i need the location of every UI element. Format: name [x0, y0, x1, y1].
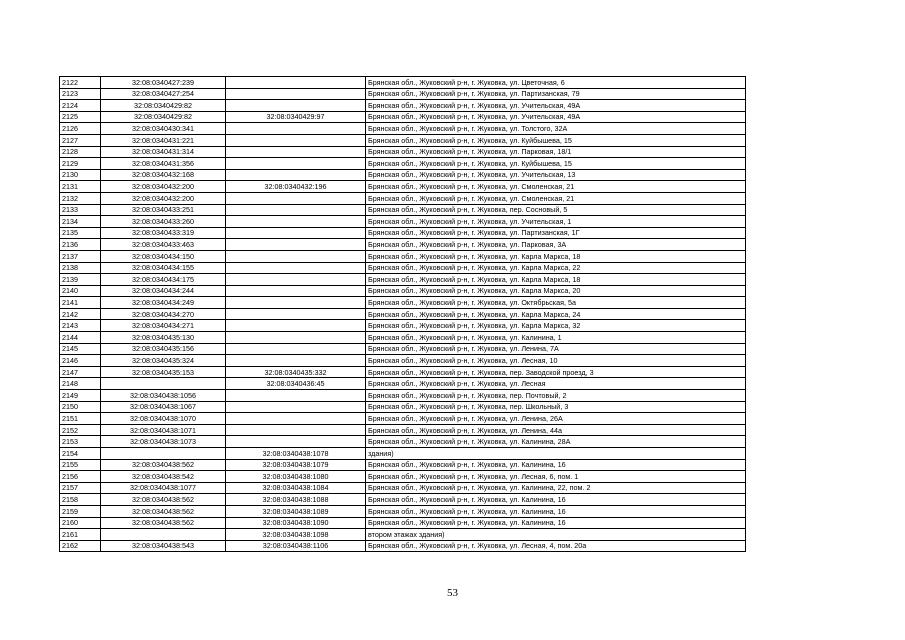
object-cadastral-number-cell: 32:08:0340435:332 — [226, 366, 366, 378]
object-cadastral-number-cell: 32:08:0340438:1079 — [226, 459, 366, 471]
object-cadastral-number-cell: 32:08:0340436:45 — [226, 378, 366, 390]
row-number-cell: 2123 — [60, 88, 101, 100]
table-row — [60, 471, 746, 483]
address-cell: Брянская обл., Жуковский р-н, г. Жуковка, ул. Ленина, 7А — [366, 343, 746, 355]
cadastral-number-cell: 32:08:0340434:244 — [101, 285, 226, 297]
cadastral-number-cell: 32:08:0340438:1073 — [101, 436, 226, 448]
cadastral-number-cell: 32:08:0340433:463 — [101, 239, 226, 251]
address-cell: Брянская обл., Жуковский р-н, г. Жуковка, ул. Калинина, 16 — [366, 459, 746, 471]
registry-table — [59, 76, 746, 552]
address-cell: Брянская обл., Жуковский р-н, г. Жуковка, ул. Партизанская, 1Г — [366, 227, 746, 239]
row-number-cell: 2136 — [60, 239, 101, 251]
row-number-cell: 2124 — [60, 100, 101, 112]
table-row — [60, 390, 746, 402]
row-number-cell: 2160 — [60, 517, 101, 529]
object-cadastral-number-cell — [226, 169, 366, 181]
object-cadastral-number-cell: 32:08:0340438:1098 — [226, 529, 366, 541]
cadastral-number-cell: 32:08:0340433:319 — [101, 227, 226, 239]
object-cadastral-number-cell — [226, 332, 366, 344]
address-cell: Брянская обл., Жуковский р-н, г. Жуковка, ул. Ленина, 26А — [366, 413, 746, 425]
object-cadastral-number-cell — [226, 204, 366, 216]
cadastral-number-cell: 32:08:0340438:562 — [101, 517, 226, 529]
address-cell: Брянская обл., Жуковский р-н, г. Жуковка, пер. Сосновый, 5 — [366, 204, 746, 216]
address-cell: Брянская обл., Жуковский р-н, г. Жуковка, ул. Учительская, 49А — [366, 100, 746, 112]
address-cell: Брянская обл., Жуковский р-н, г. Жуковка, ул. Карла Маркса, 18 — [366, 274, 746, 286]
object-cadastral-number-cell: 32:08:0340438:1088 — [226, 494, 366, 506]
row-number-cell: 2158 — [60, 494, 101, 506]
cadastral-number-cell: 32:08:0340438:1071 — [101, 424, 226, 436]
table-row — [60, 169, 746, 181]
address-cell: Брянская обл., Жуковский р-н, г. Жуковка, ул. Смоленская, 21 — [366, 192, 746, 204]
address-cell: Брянская обл., Жуковский р-н, г. Жуковка, ул. Партизанская, 79 — [366, 88, 746, 100]
row-number-cell: 2162 — [60, 540, 101, 552]
row-number-cell: 2126 — [60, 123, 101, 135]
cadastral-number-cell: 32:08:0340429:82 — [101, 111, 226, 123]
cadastral-number-cell: 32:08:0340430:341 — [101, 123, 226, 135]
table-row — [60, 192, 746, 204]
table-row — [60, 111, 746, 123]
row-number-cell: 2137 — [60, 250, 101, 262]
address-cell: Брянская обл., Жуковский р-н, г. Жуковка, ул. Ленина, 44а — [366, 424, 746, 436]
registry-table-body — [60, 77, 746, 552]
address-cell: Брянская обл., Жуковский р-н, г. Жуковка, ул. Толстого, 32А — [366, 123, 746, 135]
address-cell: Брянская обл., Жуковский р-н, г. Жуковка, ул. Учительская, 1 — [366, 216, 746, 228]
object-cadastral-number-cell — [226, 88, 366, 100]
row-number-cell: 2153 — [60, 436, 101, 448]
row-number-cell: 2131 — [60, 181, 101, 193]
row-number-cell: 2128 — [60, 146, 101, 158]
cadastral-number-cell: 32:08:0340438:543 — [101, 540, 226, 552]
address-cell: Брянская обл., Жуковский р-н, г. Жуковка, ул. Калинина, 16 — [366, 505, 746, 517]
cadastral-number-cell: 32:08:0340432:200 — [101, 181, 226, 193]
table-row — [60, 355, 746, 367]
address-cell: Брянская обл., Жуковский р-н, г. Жуковка, пер. Заводской проезд, 3 — [366, 366, 746, 378]
row-number-cell: 2122 — [60, 77, 101, 89]
table-row — [60, 285, 746, 297]
object-cadastral-number-cell: 32:08:0340438:1089 — [226, 505, 366, 517]
row-number-cell: 2140 — [60, 285, 101, 297]
row-number-cell: 2152 — [60, 424, 101, 436]
cadastral-number-cell: 32:08:0340435:156 — [101, 343, 226, 355]
row-number-cell: 2143 — [60, 320, 101, 332]
table-row — [60, 482, 746, 494]
cadastral-number-cell: 32:08:0340438:1077 — [101, 482, 226, 494]
object-cadastral-number-cell: 32:08:0340432:196 — [226, 181, 366, 193]
cadastral-number-cell — [101, 529, 226, 541]
row-number-cell: 2156 — [60, 471, 101, 483]
cadastral-number-cell: 32:08:0340435:130 — [101, 332, 226, 344]
row-number-cell: 2142 — [60, 308, 101, 320]
row-number-cell: 2147 — [60, 366, 101, 378]
address-cell: Брянская обл., Жуковский р-н, г. Жуковка, ул. Карла Маркса, 24 — [366, 308, 746, 320]
cadastral-number-cell: 32:08:0340438:562 — [101, 505, 226, 517]
cadastral-number-cell: 32:08:0340438:1070 — [101, 413, 226, 425]
row-number-cell: 2129 — [60, 158, 101, 170]
object-cadastral-number-cell — [226, 250, 366, 262]
table-row — [60, 494, 746, 506]
cadastral-number-cell: 32:08:0340438:1067 — [101, 401, 226, 413]
object-cadastral-number-cell: 32:08:0340438:1090 — [226, 517, 366, 529]
address-cell: Брянская обл., Жуковский р-н, г. Жуковка, ул. Калинина, 1 — [366, 332, 746, 344]
row-number-cell: 2157 — [60, 482, 101, 494]
table-row — [60, 436, 746, 448]
cadastral-number-cell: 32:08:0340427:239 — [101, 77, 226, 89]
address-cell: Брянская обл., Жуковский р-н, г. Жуковка, ул. Карла Маркса, 32 — [366, 320, 746, 332]
object-cadastral-number-cell — [226, 308, 366, 320]
cadastral-number-cell: 32:08:0340435:324 — [101, 355, 226, 367]
page-number: 53 — [447, 587, 458, 599]
row-number-cell: 2159 — [60, 505, 101, 517]
address-cell: Брянская обл., Жуковский р-н, г. Жуковка, ул. Учительская, 49А — [366, 111, 746, 123]
cadastral-number-cell: 32:08:0340434:175 — [101, 274, 226, 286]
object-cadastral-number-cell — [226, 424, 366, 436]
cadastral-number-cell — [101, 448, 226, 460]
row-number-cell: 2127 — [60, 134, 101, 146]
address-cell: Брянская обл., Жуковский р-н, г. Жуковка, пер. Почтовый, 2 — [366, 390, 746, 402]
address-cell: Брянская обл., Жуковский р-н, г. Жуковка, ул. Смоленская, 21 — [366, 181, 746, 193]
table-row — [60, 517, 746, 529]
address-cell: Брянская обл., Жуковский р-н, г. Жуковка, ул. Цветочная, 6 — [366, 77, 746, 89]
table-row — [60, 204, 746, 216]
cadastral-number-cell: 32:08:0340427:254 — [101, 88, 226, 100]
table-row — [60, 540, 746, 552]
table-row — [60, 77, 746, 89]
table-row — [60, 239, 746, 251]
table-row — [60, 459, 746, 471]
cadastral-number-cell: 32:08:0340431:221 — [101, 134, 226, 146]
cadastral-number-cell: 32:08:0340433:260 — [101, 216, 226, 228]
table-row — [60, 378, 746, 390]
cadastral-number-cell: 32:08:0340434:271 — [101, 320, 226, 332]
row-number-cell: 2148 — [60, 378, 101, 390]
table-row — [60, 262, 746, 274]
cadastral-number-cell: 32:08:0340438:562 — [101, 459, 226, 471]
object-cadastral-number-cell — [226, 216, 366, 228]
cadastral-number-cell: 32:08:0340429:82 — [101, 100, 226, 112]
object-cadastral-number-cell — [226, 401, 366, 413]
cadastral-number-cell: 32:08:0340433:251 — [101, 204, 226, 216]
table-row — [60, 227, 746, 239]
object-cadastral-number-cell — [226, 77, 366, 89]
cadastral-number-cell: 32:08:0340432:168 — [101, 169, 226, 181]
cadastral-number-cell — [101, 378, 226, 390]
address-cell: Брянская обл., Жуковский р-н, г. Жуковка, ул. Лесная, 4, пом. 20а — [366, 540, 746, 552]
table-row — [60, 274, 746, 286]
object-cadastral-number-cell: 32:08:0340438:1078 — [226, 448, 366, 460]
row-number-cell: 2125 — [60, 111, 101, 123]
address-cell: Брянская обл., Жуковский р-н, г. Жуковка, пер. Школьный, 3 — [366, 401, 746, 413]
address-cell: втором этажах здания) — [366, 529, 746, 541]
address-cell: Брянская обл., Жуковский р-н, г. Жуковка, ул. Карла Маркса, 18 — [366, 250, 746, 262]
cadastral-number-cell: 32:08:0340434:150 — [101, 250, 226, 262]
object-cadastral-number-cell — [226, 134, 366, 146]
row-number-cell: 2135 — [60, 227, 101, 239]
table-row — [60, 529, 746, 541]
cadastral-number-cell: 32:08:0340431:356 — [101, 158, 226, 170]
table-row — [60, 134, 746, 146]
address-cell: Брянская обл., Жуковский р-н, г. Жуковка, ул. Лесная — [366, 378, 746, 390]
row-number-cell: 2145 — [60, 343, 101, 355]
address-cell: Брянская обл., Жуковский р-н, г. Жуковка, ул. Парковая, 3А — [366, 239, 746, 251]
table-row — [60, 100, 746, 112]
row-number-cell: 2154 — [60, 448, 101, 460]
address-cell: Брянская обл., Жуковский р-н, г. Жуковка, ул. Лесная, 6, пом. 1 — [366, 471, 746, 483]
address-cell: здания) — [366, 448, 746, 460]
object-cadastral-number-cell — [226, 320, 366, 332]
object-cadastral-number-cell: 32:08:0340429:97 — [226, 111, 366, 123]
table-row — [60, 123, 746, 135]
object-cadastral-number-cell: 32:08:0340438:1106 — [226, 540, 366, 552]
address-cell: Брянская обл., Жуковский р-н, г. Жуковка, ул. Учительская, 13 — [366, 169, 746, 181]
table-row — [60, 146, 746, 158]
address-cell: Брянская обл., Жуковский р-н, г. Жуковка, ул. Карла Маркса, 22 — [366, 262, 746, 274]
cadastral-number-cell: 32:08:0340434:249 — [101, 297, 226, 309]
table-row — [60, 505, 746, 517]
cadastral-number-cell: 32:08:0340438:562 — [101, 494, 226, 506]
row-number-cell: 2149 — [60, 390, 101, 402]
row-number-cell: 2133 — [60, 204, 101, 216]
table-row — [60, 401, 746, 413]
address-cell: Брянская обл., Жуковский р-н, г. Жуковка, ул. Куйбышева, 15 — [366, 134, 746, 146]
object-cadastral-number-cell — [226, 436, 366, 448]
table-row — [60, 88, 746, 100]
table-row — [60, 366, 746, 378]
cadastral-number-cell: 32:08:0340434:270 — [101, 308, 226, 320]
object-cadastral-number-cell — [226, 285, 366, 297]
object-cadastral-number-cell — [226, 262, 366, 274]
table-row — [60, 216, 746, 228]
object-cadastral-number-cell — [226, 239, 366, 251]
table-row — [60, 448, 746, 460]
table-row — [60, 320, 746, 332]
table-row — [60, 424, 746, 436]
row-number-cell: 2141 — [60, 297, 101, 309]
object-cadastral-number-cell — [226, 158, 366, 170]
address-cell: Брянская обл., Жуковский р-н, г. Жуковка, ул. Калинина, 28А — [366, 436, 746, 448]
object-cadastral-number-cell — [226, 355, 366, 367]
cadastral-number-cell: 32:08:0340431:314 — [101, 146, 226, 158]
object-cadastral-number-cell — [226, 390, 366, 402]
object-cadastral-number-cell: 32:08:0340438:1080 — [226, 471, 366, 483]
table-row — [60, 181, 746, 193]
address-cell: Брянская обл., Жуковский р-н, г. Жуковка, ул. Октябрьская, 5а — [366, 297, 746, 309]
address-cell: Брянская обл., Жуковский р-н, г. Жуковка, ул. Куйбышева, 15 — [366, 158, 746, 170]
address-cell: Брянская обл., Жуковский р-н, г. Жуковка, ул. Калинина, 16 — [366, 494, 746, 506]
table-row — [60, 308, 746, 320]
row-number-cell: 2151 — [60, 413, 101, 425]
object-cadastral-number-cell — [226, 274, 366, 286]
address-cell: Брянская обл., Жуковский р-н, г. Жуковка, ул. Карла Маркса, 20 — [366, 285, 746, 297]
cadastral-number-cell: 32:08:0340432:200 — [101, 192, 226, 204]
table-row — [60, 297, 746, 309]
object-cadastral-number-cell: 32:08:0340438:1084 — [226, 482, 366, 494]
row-number-cell: 2134 — [60, 216, 101, 228]
object-cadastral-number-cell — [226, 413, 366, 425]
address-cell: Брянская обл., Жуковский р-н, г. Жуковка, ул. Калинина, 22, пом. 2 — [366, 482, 746, 494]
row-number-cell: 2132 — [60, 192, 101, 204]
address-cell: Брянская обл., Жуковский р-н, г. Жуковка, ул. Лесная, 10 — [366, 355, 746, 367]
row-number-cell: 2146 — [60, 355, 101, 367]
address-cell: Брянская обл., Жуковский р-н, г. Жуковка, ул. Калинина, 16 — [366, 517, 746, 529]
object-cadastral-number-cell — [226, 100, 366, 112]
row-number-cell: 2161 — [60, 529, 101, 541]
table-row — [60, 413, 746, 425]
object-cadastral-number-cell — [226, 297, 366, 309]
cadastral-number-cell: 32:08:0340438:542 — [101, 471, 226, 483]
row-number-cell: 2130 — [60, 169, 101, 181]
row-number-cell: 2138 — [60, 262, 101, 274]
object-cadastral-number-cell — [226, 227, 366, 239]
cadastral-number-cell: 32:08:0340438:1056 — [101, 390, 226, 402]
object-cadastral-number-cell — [226, 123, 366, 135]
table-row — [60, 250, 746, 262]
cadastral-number-cell: 32:08:0340435:153 — [101, 366, 226, 378]
table-row — [60, 158, 746, 170]
row-number-cell: 2150 — [60, 401, 101, 413]
row-number-cell: 2139 — [60, 274, 101, 286]
table-row — [60, 332, 746, 344]
object-cadastral-number-cell — [226, 146, 366, 158]
row-number-cell: 2155 — [60, 459, 101, 471]
cadastral-number-cell: 32:08:0340434:155 — [101, 262, 226, 274]
address-cell: Брянская обл., Жуковский р-н, г. Жуковка, ул. Парковая, 18/1 — [366, 146, 746, 158]
row-number-cell: 2144 — [60, 332, 101, 344]
object-cadastral-number-cell — [226, 192, 366, 204]
table-row — [60, 343, 746, 355]
object-cadastral-number-cell — [226, 343, 366, 355]
